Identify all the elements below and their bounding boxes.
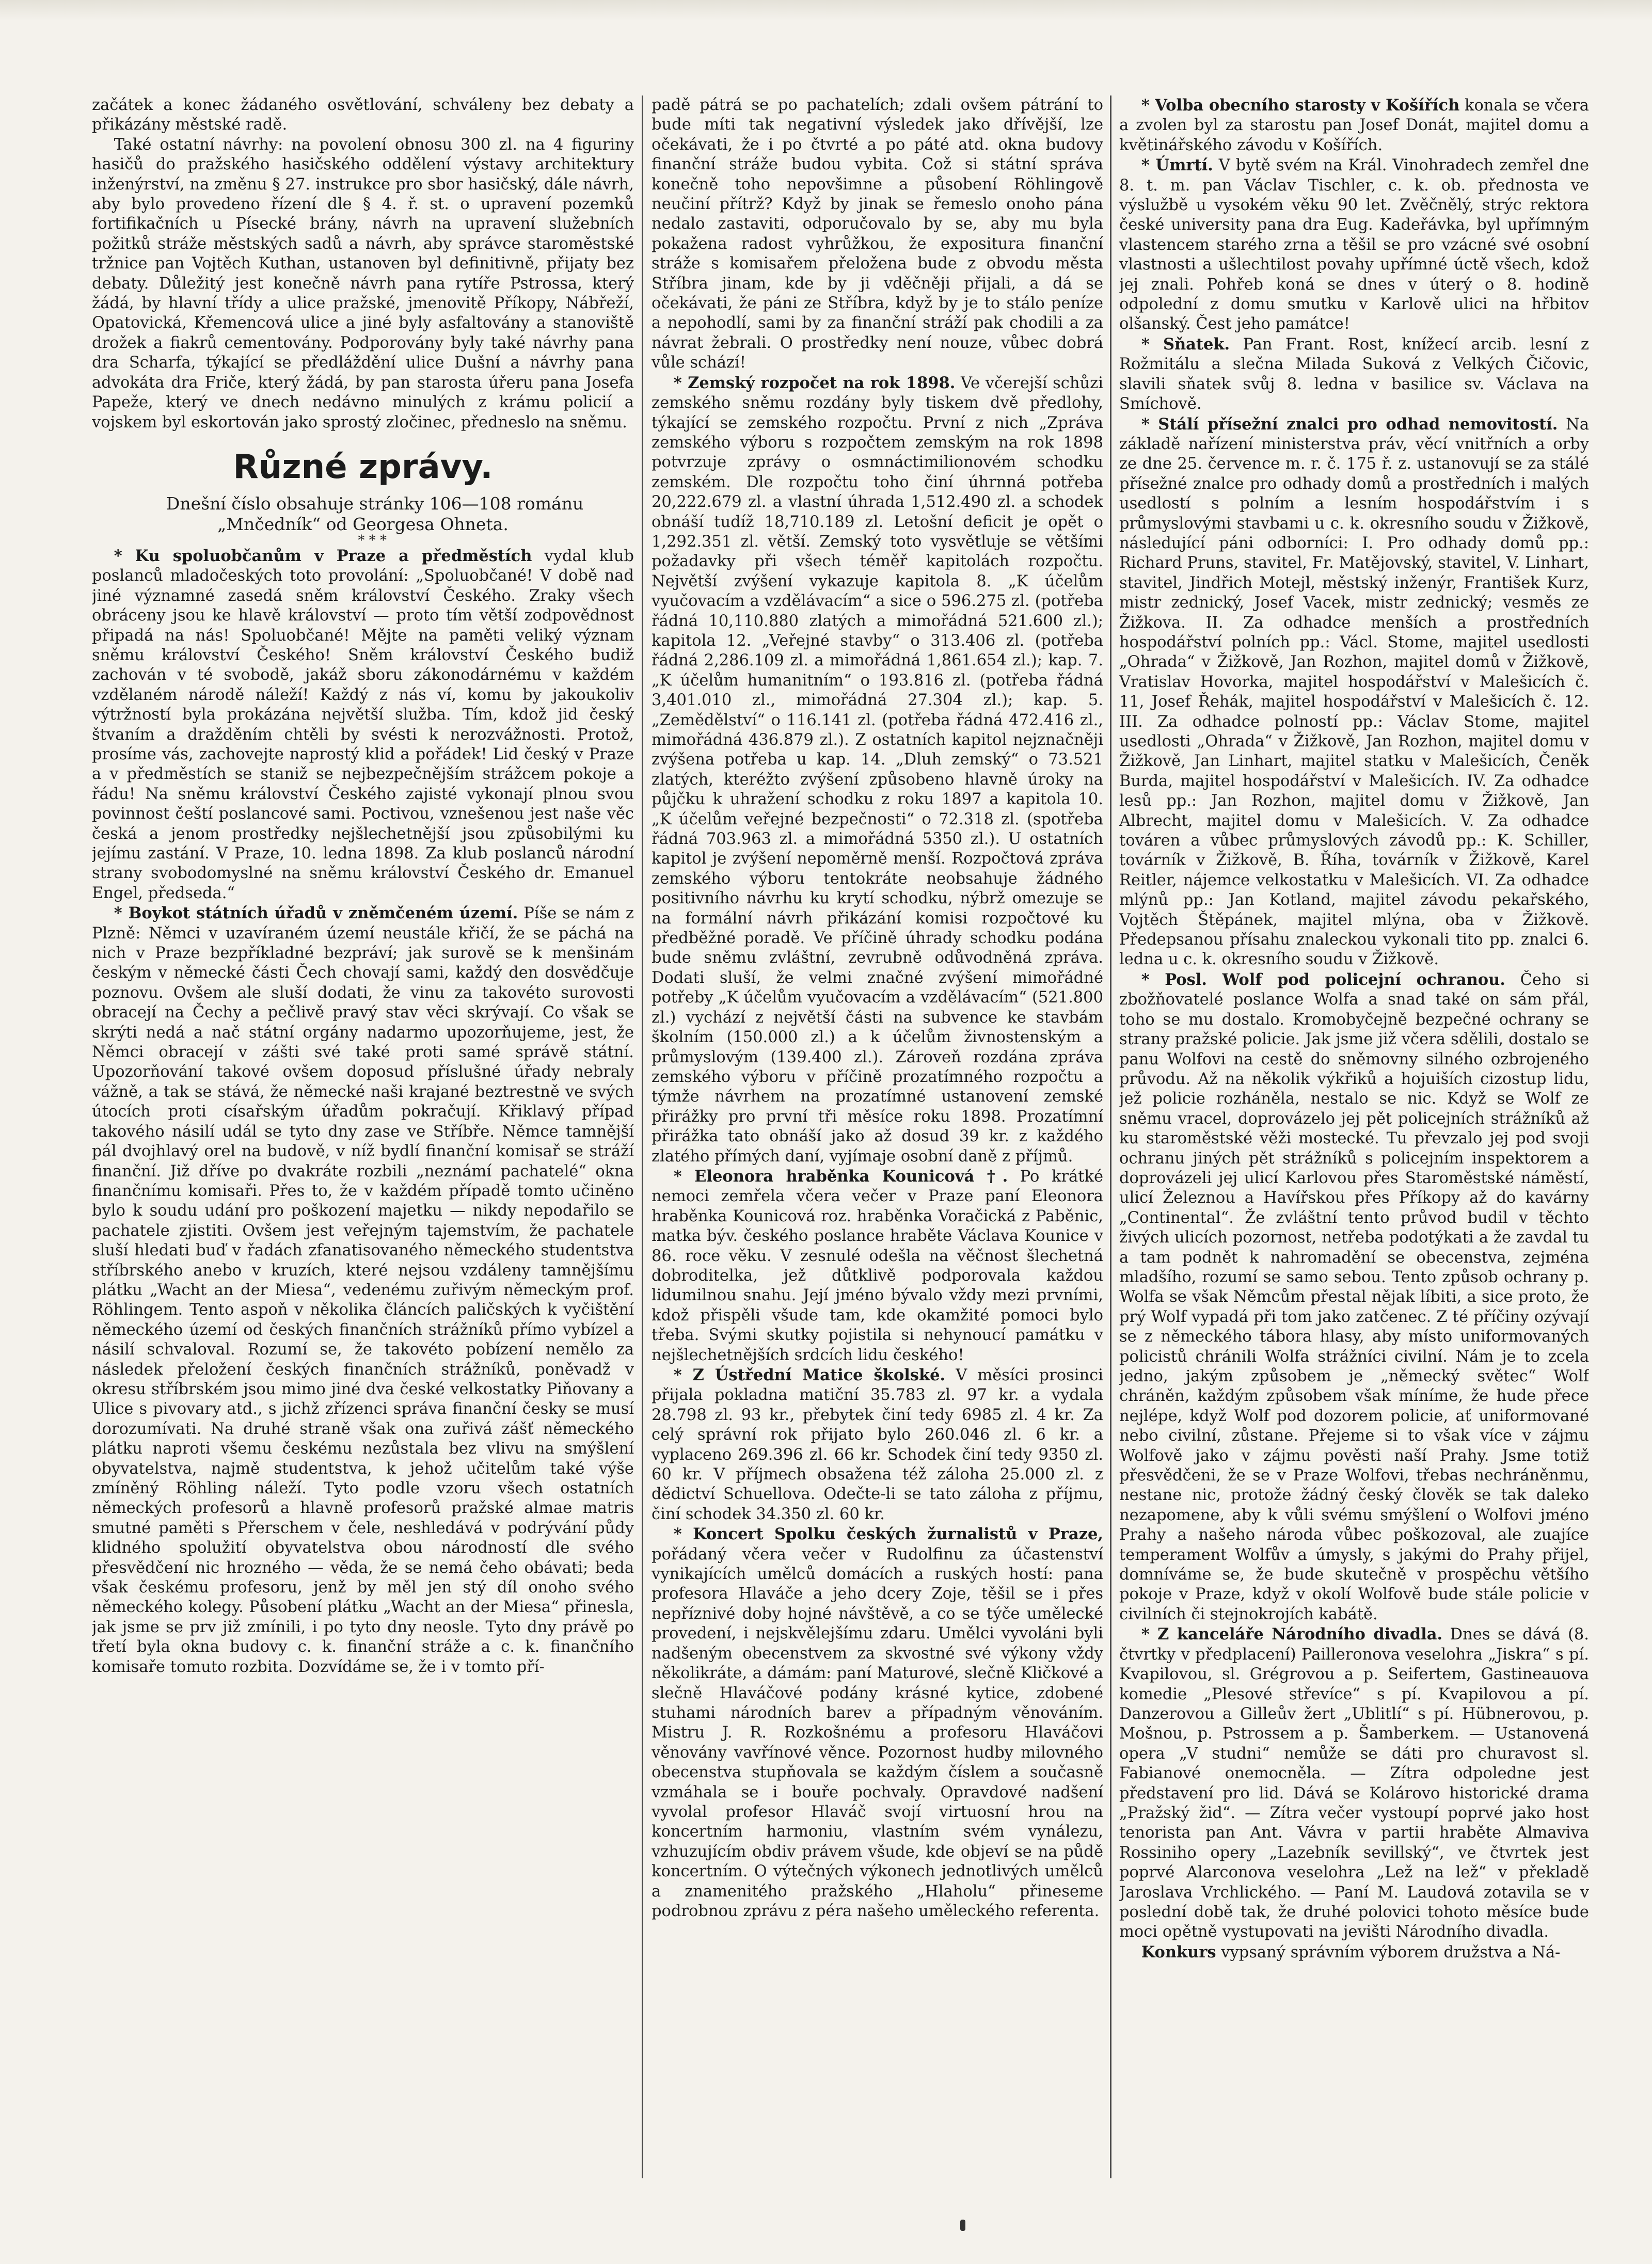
article-zemsky-rozpocet [652,373,1103,1167]
column-3 [1119,95,1589,2181]
column-rule [642,95,643,2178]
article-headline: * Ku spoluobčanům v Praze a předměstích [114,546,532,565]
article-body: vydal klub poslanců mladočeských toto provolání: „Spoluobčané! V době nad jiné významné zasedá sněm království Českého. Zraky všech obráceny jsou ke hlavě království — proto tím větší zodpovědnost připadá na nás! Spoluobčané! Mějte na paměti veliký význam sněmu království Českého! Sněm království Českého budiž zachován v té svobodě, jakáž sboru zákonodárnému v každém vzdělaném národě náleží! Každý z nás ví, komu by jakoukoliv výtržností byla prokázána největší služba. Tím, kdož jid český štvaním a dražděním chtěli by svésti k nerozvážnosti. Protož, prosíme vás, zachovejte naprostý klid a pořádek! Lid český v Praze a v předměstích se staniž se nejbezpečnějším strážcem pokoje a řádu! Na sněmu království Českého zajisté vykonají plnou svou povinnost čeští poslancové sami. Poctivou, vznešenou jest naše věc česká a jenom prostředky nejšlechetnější jsou způsobilými ku jejímu zastání. V Praze, 10. ledna 1898. Za klub poslanců národní strany svobodomyslné na sněmu království Českého dr. Emanuel Engel, předseda.“ [92,547,634,902]
section-title: Různé zprávy. [233,448,493,486]
article-body: V bytě svém na Král. Vinohradech zemřel dne 8. t. m. pan Václav Tischler, c. k. ob. přednosta ve výslužbě u vysokém věku 90 let. Zvěčnělý, strýc rektora české university pana dra Eug. Kadeřávka, byl upřímným vlastencem starého zrna a těšil se pro vzácné své osobní vlastnosti a ušlechtilost povahy upřímné úctě všech, kdož jej znali. Pohřeb koná se dnes v úterý o 8. hodině odpolední z domu smutku v Karlově ulici na hřbitov olšanský. Čest jeho památce! [1119,156,1589,333]
article-znalci [1119,414,1589,970]
print-mark [960,2220,965,2231]
article-ku-spoluobcanum [92,546,634,903]
article-headline: Konkurs [1141,1942,1216,1962]
issue-notice: Dnešní číslo obsahuje stránky 106—108 románu „Mnčedník“ od Georgesa Ohneta. [166,493,584,534]
article-body: pořádaný včera večer v Rudolfinu za účastenství vynikajících umělců domácích a ruských hostí: pana profesora Hlaváče a jeho dcery Zoje, těšil se i přes nepříznivé doby hojné návštěvě, a co se týče umělecké provedení, i nejskvělejšímu zdaru. Umělci vyvoláni byli nadšeným obecenstvem za skvostné své výkony vždy několikráte, a dámám: paní Maturové, slečně Kličkové a slečně Hlaváčové podány krásné kytice, zdobené stuhami národních barev a případným věnováním. Mistru J. R. Rozkošnému a profesoru Hlaváčovi věnovány vavřínové věnce. Pozornost hudby milovného obecenstva stupňovala se každým číslem a současně vzmáhala se i bouře pochvaly. Opravdové nadšení vyvolal profesor Hlaváč svojí virtuosní hrou na koncertním harmoniu, vlastním svém vynálezu, vzhuzujícím obdiv právem všude, kde objeví se na půdě koncertním. O výtečných výkonech jednotlivých umělců a znamenitého pražského „Hlaholu“ přineseme podrobnou zprávu z péra našeho uměleckého referenta. [652,1545,1103,1920]
article-headline: * Posl. Wolf pod policejní ochranou. [1141,970,1505,989]
paragraph: začátek a konec žádaného osvětlování, schváleny bez debaty a přikázány městské radě. [92,96,634,134]
article-wolf [1119,970,1589,1624]
article-matice-skolska [652,1365,1103,1524]
article-body: Pan Frant. Rost, knížecí arcib. lesní z Rožmitálu a slečna Milada Suková z Velkých Čičovic, slavili sňatek svůj 8. ledna v basilice sv. Václava na Smíchově. [1119,335,1589,413]
column-rule [1110,95,1111,2178]
article-snatek [1119,334,1589,414]
article-body: Dnes se dává (8. čtvrtky v předplacení) Pailleronova veselohra „Jiskra“ s pí. Kvapilovou, sl. Grégrovou a p. Seifertem, Gastineauova komedie „Plesové střevíce“ s pí. Kvapilovou a pí. Danzerovou a Gilleův žert „Ublitlí“ s pí. Hübnerovou, p. Mošnou, p. Pstrossem a p. Šamberkem. — Ustanovená opera „V studni“ nemůže se dáti pro churavost sl. Fabianové onemocněla. — Zítra odpoledne jest představení pro lid. Dává se Kolárovo historické drama „Pražský žid“. — Zítra večer vystoupí poprvé jako host tenorista pan Ant. Vávra v partii hraběte Almaviva Rossiniho opery „Lazebník sevillský“, ve čtvrtek jest poprvé Alarconova veselohra „Lež na lež“ v překladě Jaroslava Vrchlického. — Paní M. Laudová zotavila se v poslední době tak, že druhé polovici tohoto měsíce bude moci opětně vystupovati na jevišti Národního divadla. [1119,1625,1589,1941]
article-headline: * Z kanceláře Národního divadla. [1141,1625,1443,1644]
article-headline: * Úmrtí. [1141,156,1213,175]
article-umrti [1119,155,1589,334]
article-headline: * Koncert Spolku českých žurnalistů v Praze, [673,1525,1103,1544]
article-headline: * Eleonora hraběnka Kounicová †. [673,1167,1008,1186]
article-body: Píše se nám z Plzně: Němci v uzavíraném území neustále křičí, že se páchá na nich v Praze bezpříkladné bezpráví; jak surově se k menšinám českým v německé části Čech chovají sami, každý den dosvědčuje poznovu. Ovšem ale sluší dodati, že vinu za takovéto surovosti obracejí na Čechy a pečlivě pravý stav věci skrývají. Co však se skrýti nedá a nač státní orgány nadarmo upozorňujeme, jest, že Němci obracejí v zášti své také proti samé správě státní. Upozorňování takové ovšem doposud příslušné úřady nebraly vážně, a tak se stává, že německé naši krajané beztrestně ve svých útocích proti císařským úřadům pokračují. Křiklavý případ takového násilí udál se tyto dny zase ve Stříbře. Němce tamnější pál dvojhlavý orel na budově, v níž bydlí finanční komisař se stráží finanční. Již dříve po dvakráte rozbili „neznámí pachatelé“ okna finančnímu komisaři. Přes to, že v každém případě tomto učiněno bylo k soudu udání pro poškození majetku — nikdy nepodařilo se pachatele zjistiti. Ovšem jest veřejným tajemstvím, že pachatele sluší hledati buď v řadách zfanatisovaného německého studentstva stříbrského anebo v kruzích, které nejsou vzdáleny tamnějšímu plátku „Wacht an der Miesa“, vedenému zuřivým německým prof. Röhlingem. Tento aspoň v několika článcích paličských k vyčištění německého území od českých finančních strážníků přímo vybízel a násilí schvaloval. Rozumí se, že takovéto pobízení nemělo za následek přeložení českých finančních strážníků, poněvadž v okresu stříbrském jsou mimo jiné dva české velkostatky Piňovany a Ulice s pivovary atd., s jichž zřízenci správa finanční česky se musí dorozumívati. Na druhé straně však ona zuřivá zášť německého plátku naproti všemu českému nezůstala bez vlivu na smýšlení obyvatelstva, najmě studentstva, k jehož učitelům také výše zmíněný Röhling náleží. Tyto podle vzoru všech ostatních německých profesorů a hlavně profesorů pražské almae matris smutné paměti s Přerschem v čele, neshledává v podrývání půdy klidného spolužití obyvatelstva obou národností dle svého přesvědčení nic hrozného — věda, že se nemá čeho obávati; beda však českému profesoru, jenž by měl jen stý díl onoho svého německého kolegy. Působení plátku „Wacht an der Miesa“ přinesla, jak jsme se prv již zmínili, i po tyto dny neosle. Tyto dny právě po třetí byla okna budovy c. k. finanční stráže a c. k. finančního komisaře tomuto rozbita. Dozvídáme se, že i v tomto pří- [92,904,634,1676]
article-headline: * Volba obecního starosty v Košířích [1141,96,1460,115]
article-headline: * Sňatek. [1141,334,1230,354]
article-body: Na základě nařízení ministerstva práv, věcí vnitřních a orby ze dne 25. července m. r. č. 175 ř. z. ustanovují se za stálé přísežné znalce pro odhady domů a prostředních i malých usedlostí s polním a lesním hospodářstvím i s průmyslovými stavbami u c. k. okresního soudu v Žižkově, následující páni odborníci: I. Pro odhady domů pp.: Richard Pruns, stavitel, Fr. Matějovský, stavitel, V. Linhart, stavitel, Jindřich Motejl, městský inženýr, František Kurz, mistr zednický, Josef Vacek, mistr zednický; vesměs ze Žižkova. II. Za odhadce menších a prostředních hospodářství polních pp.: Václ. Stome, majitel usedlosti „Ohrada“ v Žižkově, Jan Rozhon, majitel domů v Žižkově, Vratislav Hovorka, majitel hospodářství v Malešicích č. 11, Josef Řehák, majitel hospodářství v Malešicích č. 12. III. Za odhadce polností pp.: Václav Stome, majitel usedlosti „Ohrada“ v Žižkově, Jan Rozhon, majitel domu v Žižkově, Jan Linhart, majitel statku v Malešicích, Čeněk Burda, majitel hospodářství v Malešicích. IV. Za odhadce lesů pp.: Jan Rozhon, majitel domu v Žižkově, Jan Albrecht, majitel domu v Malešicích. V. Za odhadce továren a vůbec průmyslových závodů pp.: K. Schiller, továrník v Žižkově, B. Říha, továrník v Žižkově, Karel Reitler, nájemce velkostatku v Malešicích. VI. Za odhadce mlýnů pp.: Jan Kotland, majitel závodu pekařského, Vojtěch Štěpánek, majitel mlýna, oba v Žižkově. Předepsanou přísahu znaleckou vykonali tito pp. znalci 6. ledna u c. k. okresního soudu v Žižkově. [1119,415,1589,969]
article-boykot [92,903,634,1677]
column-2 [652,95,1103,2181]
article-volba-starosty [1119,95,1589,155]
article-body: vypsaný správním výborem družstva a Ná- [1221,1943,1561,1962]
article-headline: * Zemský rozpočet na rok 1898. [673,373,956,392]
page-top-edge [0,0,1652,21]
article-body: V měsíci prosinci přijala pokladna matiční 35.783 zl. 97 kr. a vydala 28.798 zl. 93 kr., přebytek činí tedy 6985 zl. 4 kr. Za celý správní rok přijato bylo 260.046 zl. 6 kr. a vyplaceno 269.396 zl. 66 kr. Schodek činí tedy 9350 zl. 60 kr. V příjmech obsažena též záloha 25.000 zl. z dědictví Schuellova. Odečte-li se tato záloha z příjmu, činí schodek 34.350 zl. 60 kr. [652,1366,1103,1523]
column-1 [92,95,634,2181]
article-koncert [652,1524,1103,1921]
article-body: Čeho si zbožňovatelé poslance Wolfa a snad také on sám přál, toho se mu dostalo. Kromobyčejně bezpečné ochrany se strany pražské policie. Jak jsme již včera sdělili, dostalo se panu Wolfovi na cestě do sněmovny silného ozbrojeného průvodu. Až na několik výkřiků a hojuiších cizostup lidu, jež policie rozháněla, nestalo se nic. Když se Wolf ze sněmu vracel, doprovázelo jej pět policejních strážníků až ku staroměstské věži mostecké. Tu převzalo jej pod svoji ochranu jiných pět strážníků s policejním inspektorem a doprovázeli jej ulicí Karlovou přes Staroměstské náměstí, ulicí Železnou a Havířskou přes Příkopy až do kavárny „Continental“. Že zvláštní tento průvod budil v těchto živých ulicích pozornost, netřeba podotýkati a že zavdal tu a tam podnět k nahromadění se obecenstva, zejména mladšího, rozumí se samo sebou. Tento způsob ochrany p. Wolfa se však Němcům přestal nějak líbiti, a sice proto, že prý Wolf vypadá při tom jako zatčenec. Z té příčiny ozývají se z německého tábora hlasy, aby místo uniformovaných policistů chránili Wolfa strážníci civilní. Nám je to zcela jedno, jakým způsobem je „německý světec“ Wolf chráněn, každým způsobem však míníme, že hude přece nejlépe, když Wolf pod dozorem policie, ať uniformované nebo civilní, zůstane. Přejeme si to však více v zájmu Wolfově jako v zájmu pověsti naší Prahy. Jsme totiž přesvědčeni, že se v Praze Wolfovi, třebas nechráněnmu, nestane nic, protože žádný český člověk se tak daleko nezapomene, aby k vůli svému smýšlení o Wolfovi jméno Prahy a našeho národa vůbec poškozoval, ale zuajíce temperament Wolfův a úmysly, s jakými do Prahy přijel, domníváme se, že bude skutečně v prospěchu většího pokoje v Praze, když v okolí Wolfově bude stále policie v civilních či stejnokrojích kabátě. [1119,970,1589,1623]
article-body: Po krátké nemoci zemřela včera večer v Praze paní Eleonora hraběnka Kounicová roz. hraběnka Voračická z Paběnic, matka býv. českého poslance hraběte Václava Kounice v 86. roce věku. V zesnulé odešla na věčnost šlechetná dobroditelka, jež důtklivě podporovala každou lidumilnou snahu. Její jméno bývalo vždy mezi prvními, kdož přispěli všude tam, kde okamžité pomoci bylo třeba. Svými skutky pojistila si nehynoucí památku v nejšlechetnějších srdcích lidu českého! [652,1167,1103,1364]
article-konkurs [1119,1942,1589,1963]
article-headline: * Z Ústřední Matice školské. [673,1366,946,1384]
article-headline: * Stálí přísežní znalci pro odhad nemovitostí. [1141,414,1558,434]
article-headline: * Boykot státních úřadů v zněmčeném území. [114,904,518,923]
article-body: konala se včera a zvolen byl za starostu pan Josef Donát, majitel domu a květinářského závodu v Košířích. [1119,97,1589,154]
article-narodni-divadlo [1119,1624,1589,1942]
article-kounicova [652,1167,1103,1365]
paragraph: padě pátrá se po pachatelích; zdali ovšem pátrání to bude míti tak negativní výsledek jako dřívější, lze očekávati, že i po čtvrté a po páté atd. okna budovy finanční stráže budou vybita. Což si státní správa konečně toho nepovšimne a působení Röhlingově neučiní přítrž? Když by jinak se řemeslo onoho pána nedalo zastaviti, odporučovalo by se, aby mu byla pokažena radost vyhrůžkou, že expositura finanční stráže s komisařem přeložena bude z obvodu města Stříbra jinam, kde by ji vděčněji přijali, a dá se očekávati, že páni ze Stříbra, když by je to stálo peníze a nepohodlí, sami by za finanční stráží pak chodili a za návrat žebrali. O prostředky není nouze, vůbec dobrá vůle schází! [652,96,1103,372]
article-body: Ve včerejší schůzi zemského sněmu rozdány byly tiskem dvě předlohy, týkající se zemského rozpočtu. První z nich „Zpráva zemského výboru s rozpočtem zemským na rok 1898 potvrzuje zprávy o osmnáctimilionovém schodku zemském. Dle rozpočtu toho činí úhrnná potřeba 20,222.679 zl. a vlastní úhrada 1,512.490 zl. a schodek obnáší tudíž 18,710.189 zl. Letošní deficit je opět o 1,292.351 zl. větší. Zemský toto vysvětluje se většími požadavky při všech téměř kapitolách rozpočtu. Největší zvýšení vykazuje kapitola 8. „K účelům vyučovacím a vzdělávacím“ a sice o 596.275 zl. (potřeba řádná 10,110.880 zlatých a mimořádná 521.600 zl.); kapitola 12. „Veřejné stavby“ o 313.406 zl. (potřeba řádná 2,286.109 zl. a mimořádná 1,861.654 zl.); kap. 7. „K účelům humanitním“ o 193.816 zl. (potřeba řádná 3,401.010 zl., mimořádná 27.304 zl.); kap. 5. „Zemědělství“ o 116.141 zl. (potřeba řádná 472.416 zl., mimořádná 436.879 zl.). Z ostatních kapitol nejznačněji zvýšena potřeba u kap. 14. „Dluh zemský“ o 73.521 zlatých, kteréžto zvýšení způsobeno hlavně úroky na půjčku k uhražení schodku z roku 1897 a kapitola 10. „K účelům veřejné bezpečnosti“ o 72.318 zl. (spotřeba řádná 703.963 zl. a mimořádná 5350 zl.). U ostatních kapitol je zvýšení nepoměrně menší. Rozpočtová zpráva zemského výboru tentokráte neobsahuje žádného positivního návrhu ku krytí schodku, nýbrž omezuje se na formální návrh přikázání komisi rozpočtové ku předběžné poradě. Ve příčině úhrady schodku podána bude sněmu zvláštní, zevrubně odůvodněná zpráva. Dodati sluší, že velmi značné zvýšení mimořádné potřeby „K účelům vyučovacím a vzdělávacím“ (521.800 zl.) vychází z největší části na subvence ke stavbám školním (150.000 zl.) a k účelům živnostenským a průmyslovým (139.400 zl.). Zároveň rozdána zpráva zemského výboru v příčině prozatímného rozpočtu a týmže návrhem na prozatímné ustanovení zemské přirážky pro první tři měsíce roku 1898. Prozatímní přirážka tato obnáší jako až dosud 39 kr. z každého zlatého přímých daní, vyjímaje osobní daně z příjmů. [652,374,1103,1166]
separator-stars: * * * [358,532,387,548]
paragraph: Také ostatní návrhy: na povolení obnosu 300 zl. na 4 figuriny hasičů do pražského hasičského oddělení výstavy architektury inženýrství, na změnu § 27. instrukce pro sbor hasičský, dále návrh, aby bylo provedeno řízení dle § 4. ř. st. o upravení pozemků fortifikačních u Písecké brány, návrh na upravení služebních požitků stráže městských sadů a návrh, aby správce staroměstské tržnice pan Vojtěch Kuthan, ustanoven byl definitivně, přijaty bez debaty. Důležitý jest konečně návrh pana rytíře Pstrossa, který žádá, by hlavní třídy a ulice pražské, jmenovitě Příkopy, Nábřeží, Opatovická, Křemencová ulice a jiné byly asfaltovány a stanoviště drožek a fiakrů cementovány. Podporovány byly také návrhy pana dra Scharfa, týkající se předláždění ulice Dušní a návrhy pana advokáta dra Friče, který žádá, by pan starosta úřeru pana Josefa Papeže, který ve dnech nedávno minulých z krámu policií a vojskem byl eskortován jako sprostý zločinec, předneslo na sněmu. [92,135,634,432]
